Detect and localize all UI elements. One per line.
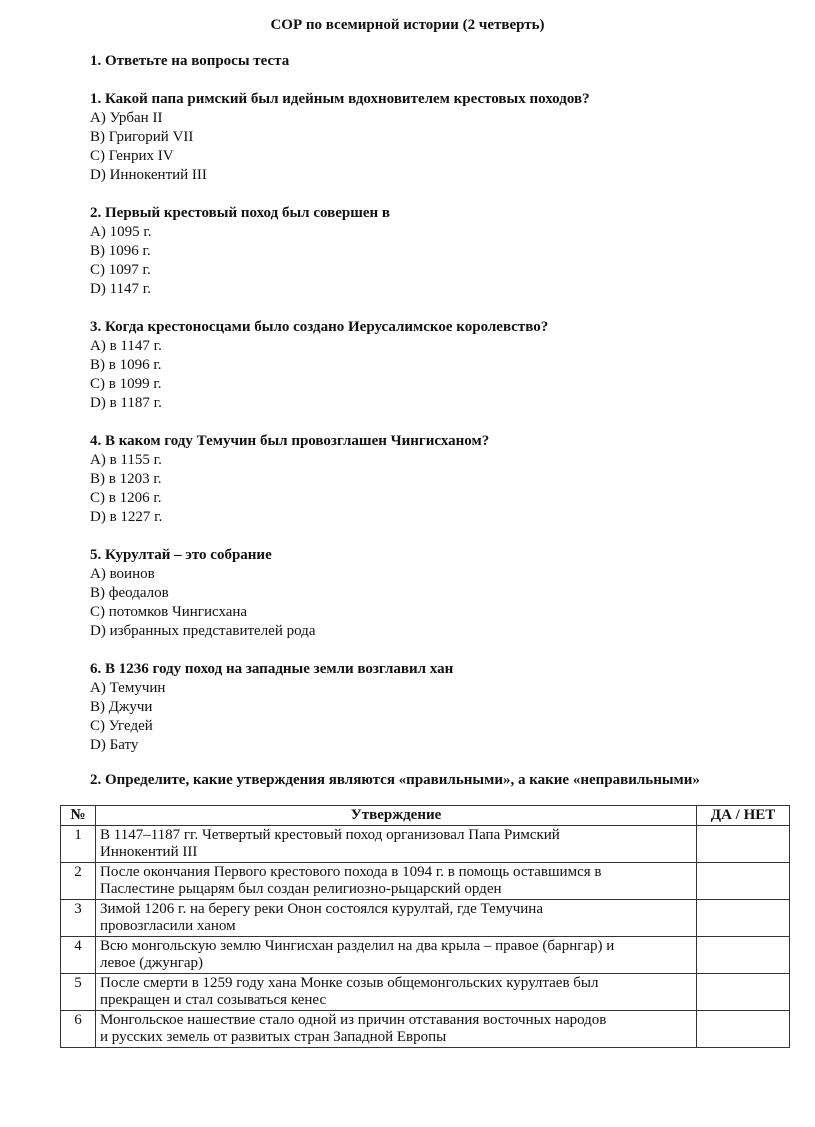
statement-line: После смерти в 1259 году хана Монке созыв общемонгольских курултаев был [100, 975, 599, 991]
option-a: A) в 1147 г. [90, 338, 162, 354]
option-a: A) воинов [90, 566, 155, 582]
yes-no-answer-cell[interactable] [697, 863, 790, 900]
section-1-heading: 1. Ответьте на вопросы теста [90, 53, 290, 69]
option-b: B) Григорий VII [90, 129, 194, 145]
option-b: B) в 1096 г. [90, 357, 162, 373]
option-d: D) Бату [90, 737, 139, 753]
question-6 [90, 660, 790, 755]
option-b: B) в 1203 г. [90, 471, 162, 487]
question-text: 3. Когда крестоносцами было создано Иерусалимское королевство? [90, 319, 549, 335]
row-statement [96, 826, 697, 863]
row-number: 5 [61, 974, 96, 1011]
option-a: A) Урбан II [90, 110, 163, 126]
table-row [61, 863, 790, 900]
question-text: 4. В каком году Темучин был провозглашен Чингисханом? [90, 433, 490, 449]
statement-line: Всю монгольскую землю Чингисхан разделил на два крыла – правое (барнгар) и [100, 938, 615, 954]
row-number: 4 [61, 937, 96, 974]
row-number: 6 [61, 1011, 96, 1048]
table-row [61, 1011, 790, 1048]
statement-line: Паслестине рыцарям был создан религиозно-рыцарский орден [100, 881, 502, 897]
statement-line: После окончания Первого крестового похода в 1094 г. в помощь оставшимся в [100, 864, 602, 880]
option-a: A) в 1155 г. [90, 452, 162, 468]
question-3 [90, 318, 790, 413]
yes-no-answer-cell[interactable] [697, 826, 790, 863]
table-row [61, 937, 790, 974]
yes-no-answer-cell[interactable] [697, 974, 790, 1011]
option-d: D) избранных представителей рода [90, 623, 316, 639]
option-a: A) Темучин [90, 680, 166, 696]
option-c: C) Угедей [90, 718, 153, 734]
statement-line: левое (джунгар) [100, 955, 204, 971]
table-row [61, 826, 790, 863]
statement-line: В 1147–1187 гг. Четвертый крестовый поход организовал Папа Римский [100, 827, 560, 843]
header-statement: Утверждение [96, 806, 697, 826]
statement-line: прекращен и стал созываться кенес [100, 992, 327, 1008]
yes-no-answer-cell[interactable] [697, 1011, 790, 1048]
question-5 [90, 546, 790, 641]
option-d: D) 1147 г. [90, 281, 151, 297]
question-text: 5. Курултай – это собрание [90, 547, 272, 563]
option-d: D) Иннокентий III [90, 167, 207, 183]
row-number: 3 [61, 900, 96, 937]
question-1 [90, 90, 790, 185]
option-d: D) в 1227 г. [90, 509, 163, 525]
option-c: C) потомков Чингисхана [90, 604, 248, 620]
option-c: C) в 1206 г. [90, 490, 162, 506]
question-text: 1. Какой папа римский был идейным вдохновителем крестовых походов? [90, 91, 590, 107]
row-number: 1 [61, 826, 96, 863]
table-row [61, 974, 790, 1011]
row-statement [96, 974, 697, 1011]
option-c: C) Генрих IV [90, 148, 174, 164]
question-4 [90, 432, 790, 527]
statement-line: Монгольское нашествие стало одной из причин отставания восточных народов [100, 1012, 607, 1028]
question-2 [90, 204, 790, 299]
statement-line: Зимой 1206 г. на берегу реки Онон состоялся курултай, где Темучина [100, 901, 543, 917]
option-d: D) в 1187 г. [90, 395, 162, 411]
question-text: 6. В 1236 году поход на западные земли возглавил хан [90, 661, 454, 677]
row-statement [96, 1011, 697, 1048]
option-b: B) 1096 г. [90, 243, 151, 259]
option-b: B) Джучи [90, 699, 153, 715]
header-yes-no: ДА / НЕТ [697, 806, 790, 826]
row-number: 2 [61, 863, 96, 900]
row-statement [96, 863, 697, 900]
section-2-heading: 2. Определите, какие утверждения являются «правильными», а какие «неправильными» [90, 772, 700, 788]
table-header-row [61, 806, 790, 826]
yes-no-answer-cell[interactable] [697, 937, 790, 974]
table-row [61, 900, 790, 937]
header-number: № [61, 806, 96, 826]
option-c: C) в 1099 г. [90, 376, 162, 392]
row-statement [96, 900, 697, 937]
option-a: A) 1095 г. [90, 224, 152, 240]
yes-no-answer-cell[interactable] [697, 900, 790, 937]
option-b: B) феодалов [90, 585, 169, 601]
statement-line: провозгласили ханом [100, 918, 236, 934]
statement-line: и русских земель от развитых стран Западной Европы [100, 1029, 447, 1045]
question-text: 2. Первый крестовый поход был совершен в [90, 205, 391, 221]
statements-table [60, 805, 790, 1048]
option-c: C) 1097 г. [90, 262, 151, 278]
statement-line: Иннокентий III [100, 844, 198, 860]
document-title: СОР по всемирной истории (2 четверть) [270, 17, 545, 33]
row-statement [96, 937, 697, 974]
